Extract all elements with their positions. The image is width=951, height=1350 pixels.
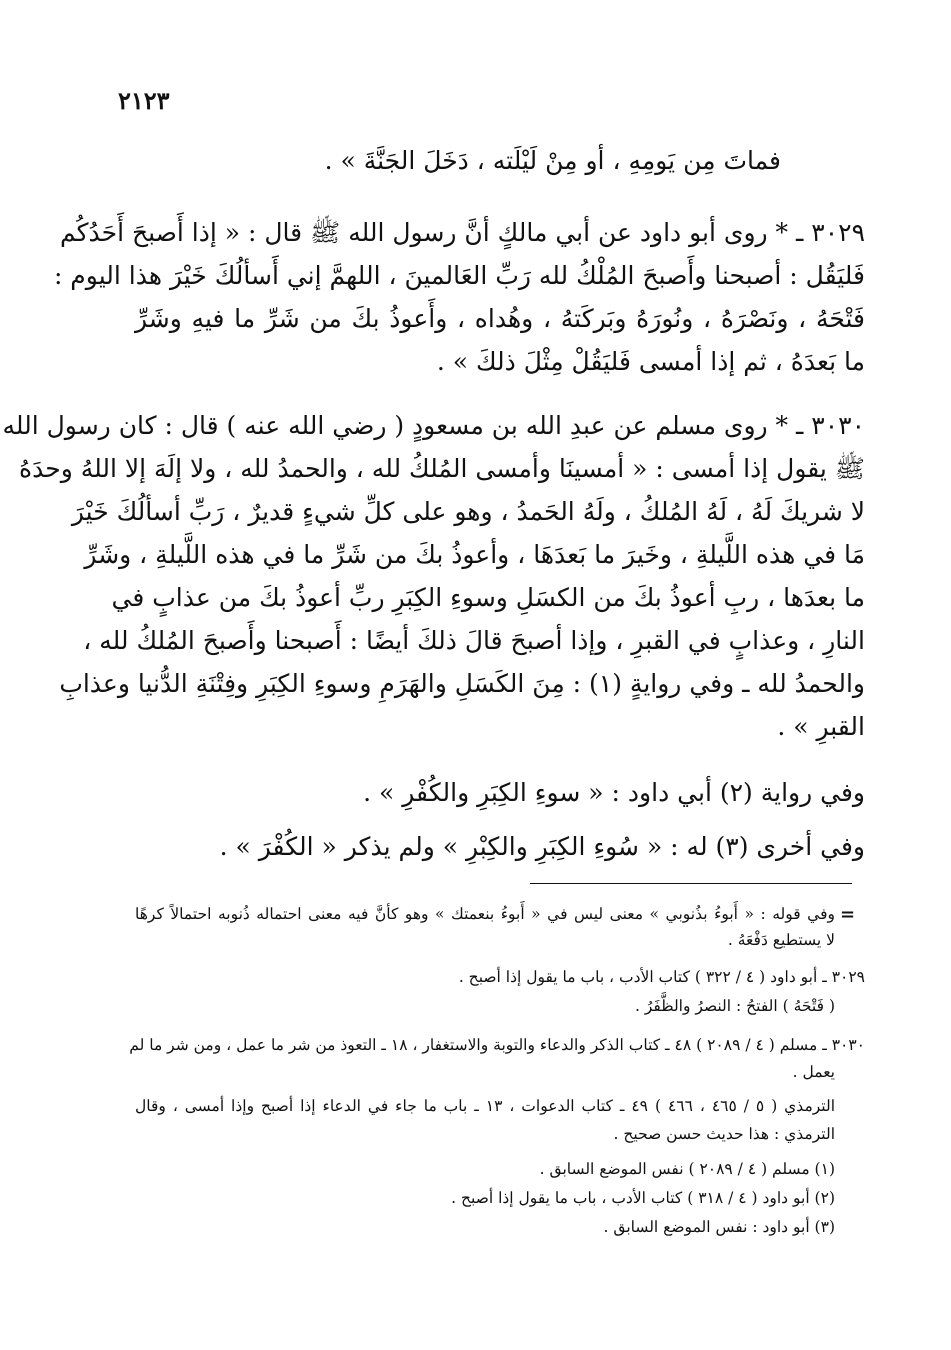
riwaya-line: وفي أخرى (٣) له : « سُوءِ الكِبَرِ والكِبْرِ » ولم يذكر « الكُفْرَ » .	[219, 832, 865, 861]
hadith-3029-line: ما بَعدَهُ ، ثم إذا أمسى فَليَقُلْ مِثْلَ ذلكَ » .	[436, 347, 865, 376]
footnote-line: ( فَتْحَهُ ) الفتحُ : النصرُ والظَّفَرُ .	[634, 997, 835, 1015]
footnote-separator	[530, 883, 852, 884]
hadith-3030-line: مَا في هذه اللَّيلةِ ، وخَيرَ ما بَعدَهَا ، وأعوذُ بكَ من شَرِّ ما في هذه اللَّيلةِ ، وشَرِّ	[84, 540, 865, 569]
hadith-3029-line: ٣٠٢٩ ـ * روى أبو داود عن أبي مالكٍ أنَّ رسول الله ﷺ قال : « إذا أَصبحَ أَحَدُكُم	[59, 218, 865, 247]
footnote-line: الترمذي : هذا حديث حسن صحيح .	[613, 1125, 835, 1143]
footnote-line: (٢) أبو داود ( ٤ / ٣١٨ ) كتاب الأدب ، باب ما يقول إذا أصبح .	[451, 1189, 835, 1207]
hadith-3030-line: ما بعدَها ، ربِ أعوذُ بكَ من الكسَلِ وسوءِ الكِبَرِ ربِّ أعوذُ بكَ من عذابٍ في	[111, 583, 865, 612]
hadith-3029-line: فَتْحَهُ ، ونَصْرَهُ ، ونُورَهُ وبَركَتهُ ، وهُداه ، وأَعوذُ بكَ من شَرِّ ما فيهِ وشَرِّ	[135, 304, 865, 333]
footnote-line: يعمل .	[792, 1063, 835, 1081]
footnote-line: (٣) أبو داود : نفس الموضع السابق .	[603, 1218, 835, 1236]
riwaya-line: وفي رواية (٢) أبي داود : « سوءِ الكِبَرِ والكُفْرِ » .	[363, 778, 865, 807]
footnote-line: ٣٠٣٠ ـ مسلم ( ٤ / ٢٠٨٩ ) ٤٨ ـ كتاب الذكر والدعاء والتوبة والاستغفار ، ١٨ ـ التعوذ من شر ما عمل ، ومن شر ما لم	[129, 1036, 865, 1054]
hadith-3030-line: والحمدُ لله ـ وفي روايةٍ (١) : مِنَ الكَسَلِ والهَرَمِ وسوءِ الكِبَرِ وفِتْنَةِ الدُّنيا وعذابِ	[59, 669, 865, 698]
footnote-line: وفي قوله : « أَبوءُ بذُنوبي » معنى ليس في « أَبوءُ بنعمتك » وهو كأنَّ فيه معنى احتماله ذُنوبه احتمالاً كرهًا	[135, 905, 835, 923]
hadith-3030-line: ٣٠٣٠ ـ * روى مسلم عن عبدِ الله بن مسعودٍ ( رضي الله عنه ) قال : كان رسول الله	[2, 411, 865, 440]
continuation-mark: =	[840, 904, 856, 925]
footnote-line: (١) مسلم ( ٤ / ٢٠٨٩ ) نفس الموضع السابق .	[539, 1160, 835, 1178]
footnote-line: الترمذي ( ٥ / ٤٦٥ ، ٤٦٦ ) ٤٩ ـ كتاب الدعوات ، ١٣ ـ باب ما جاء في الدعاء إذا أصبح وإذا أمسى ، وقال	[135, 1097, 836, 1115]
hadith-3030-line: لا شريكَ لَهُ ، لَهُ المُلكُ ، ولَهُ الحَمدُ ، وهو على كلِّ شيءٍ قديرٌ ، رَبِّ أسألُكَ خَيْرَ	[71, 497, 865, 526]
hadith-3030-line: النارِ ، وعذابٍ في القبرِ ، وإذا أصبحَ قالَ ذلكَ أيضًا : أَصبحنا وأَصبحَ المُلكُ لله ،	[83, 626, 865, 655]
hadith-3030-line: ﷺ يقول إذا أمسى : « أمسينَا وأمسى المُلكُ لله ، والحمدُ لله ، ولا إلَهَ إلا اللهُ وحدَهُ	[19, 454, 865, 483]
hadith-3029-line: فَليَقُل : أصبحنا وأَصبحَ المُلْكُ لله رَبِّ العَالمينَ ، اللهمَّ إني أَسألُكَ خَيْرَ هذا اليوم :	[53, 261, 865, 290]
footnote-line: ٣٠٢٩ ـ أبو داود ( ٤ / ٣٢٢ ) كتاب الأدب ، باب ما يقول إذا أصبح .	[458, 968, 865, 986]
page-number: ٢١٢٣	[118, 86, 170, 115]
footnote-line: لا يستطيع دَفْعَهُ .	[727, 931, 835, 949]
text-line: فماتَ مِن يَومِهِ ، أو مِنْ لَيْلَته ، دَخَلَ الجَنَّةَ » .	[324, 146, 781, 175]
hadith-3030-line: القبرِ » .	[777, 712, 865, 741]
